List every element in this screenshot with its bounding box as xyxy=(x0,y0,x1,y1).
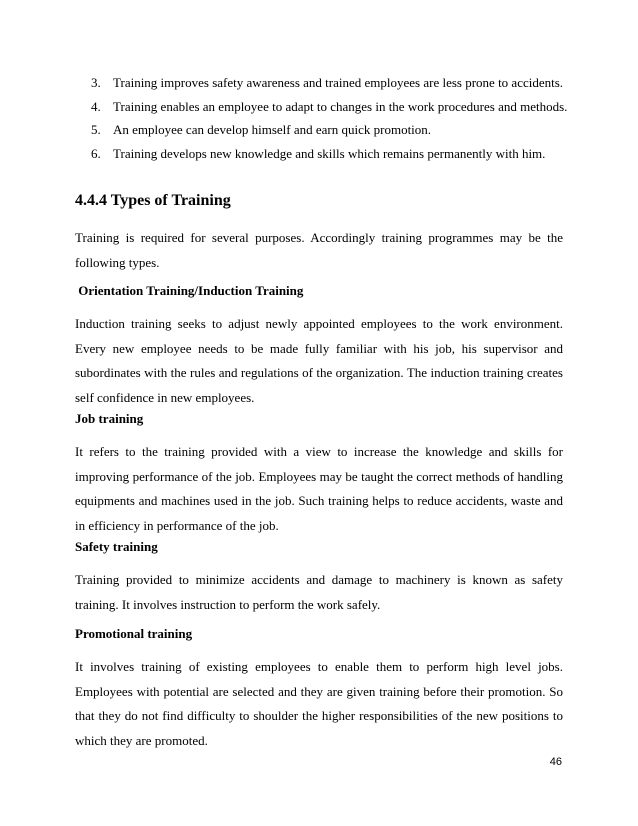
orientation-training-paragraph: Induction training seeks to adjust newly appointed employees to the work environment. Every new employee needs to be made fully familiar with his job, his supervisor and subordinates with the rules and regulations of the organization. The induction training creates self confidence in new employees. xyxy=(75,316,563,405)
page-number: 46 xyxy=(549,756,562,768)
orientation-training-heading: Orientation Training/Induction Training xyxy=(75,283,304,298)
list-item xyxy=(91,118,567,142)
list-item xyxy=(91,95,567,119)
safety-training-paragraph: Training provided to minimize accidents and damage to machinery is known as safety training. It involves instruction to perform the work safely. xyxy=(75,572,563,612)
numbered-list xyxy=(91,71,567,165)
list-item-number: 5. xyxy=(91,122,101,137)
list-item-text: Training develops new knowledge and skills which remains permanently with him. xyxy=(113,145,546,161)
job-training-heading: Job training xyxy=(75,411,144,426)
safety-training-heading: Safety training xyxy=(75,539,158,554)
list-item-number: 3. xyxy=(91,75,101,90)
list-item-text: Training improves safety awareness and trained employees are less prone to accidents. xyxy=(113,75,564,90)
list-item xyxy=(91,142,567,166)
list-item-number: 4. xyxy=(91,98,101,114)
job-training-paragraph: It refers to the training provided with a view to increase the knowledge and skills for improving performance of the job. Employees may be taught the correct methods of handling equipments and machines used in the job. Such training helps to reduce accidents, waste and in efficiency in performance of the job. xyxy=(75,444,563,533)
list-item xyxy=(91,71,567,95)
promotional-training-paragraph: It involves training of existing employees to enable them to perform high level jobs. Employees with potential are selected and they are given training before their promotion. So that they do not find difficulty to shoulder the higher responsibilities of the new positions to which they are promoted. xyxy=(75,659,563,748)
list-item-text: Training enables an employee to adapt to changes in the work procedures and methods. xyxy=(113,98,568,114)
list-item-number: 6. xyxy=(91,145,101,161)
list-item-text: An employee can develop himself and earn quick promotion. xyxy=(113,122,432,137)
intro-paragraph: Training is required for several purposes. Accordingly training programmes may be the following types. xyxy=(75,230,563,270)
promotional-training-heading: Promotional training xyxy=(75,626,193,641)
section-heading: 4.4.4 Types of Training xyxy=(75,192,231,209)
